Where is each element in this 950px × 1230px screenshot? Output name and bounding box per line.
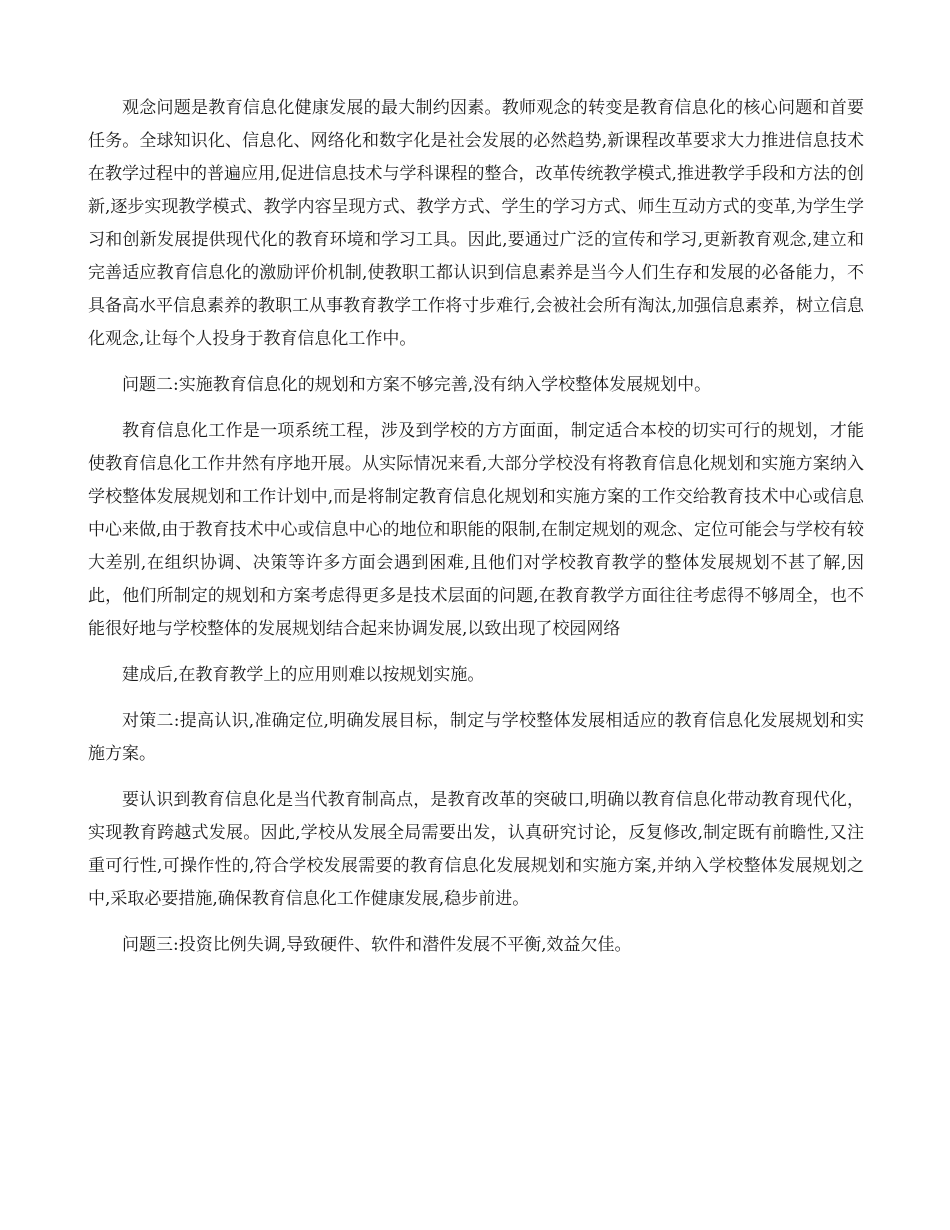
heading-problem-three: 问题三:投资比例失调,导致硬件、软件和潜件发展不平衡,效益欠佳。: [122, 935, 632, 955]
heading-strategy-two: 对策二:提高认识,准确定位,明确发展目标，制定与学校整体发展相适应的教育信息化发展规划和实施方案。: [88, 711, 864, 764]
paragraph-strategy-two-detail: 要认识到教育信息化是当代教育制高点，是教育改革的突破口,明确以教育信息化带动教育现代化，实现教育跨越式发展。因此,学校从发展全局需要出发，认真研究讨论，反复修改,制定既有前瞻性,又注重可行性,可操作性的,符合学校发展需要的教育信息化发展规划和实施方案,并纳入学校整体发展规划之中,采取必要措施,确保教育信息化工作健康发展,稳步前进。: [88, 790, 864, 909]
paragraph-campus-network-continuation: 建成后,在教育教学上的应用则难以按规划实施。: [122, 665, 485, 685]
paragraph-planning-problem: 教育信息化工作是一项系统工程，涉及到学校的方方面面，制定适合本校的切实可行的规划，才能使教育信息化工作井然有序地开展。从实际情况来看,大部分学校没有将教育信息化规划和实施方案纳入学校整体发展规划和工作计划中,而是将制定教育信息化规划和实施方案的工作交给教育技术中心或信息中心来做,由于教育技术中心或信息中心的地位和职能的限制,在制定规划的观念、定位可能会与学校有较大差别,在组织协调、决策等许多方面会遇到困难,且他们对学校教育教学的整体发展规划不甚了解,因此，他们所制定的规划和方案考虑得更多是技术层面的问题,在教育教学方面往往考虑得不够周全，也不能很好地与学校整体的发展规划结合起来协调发展,以致出现了校园网络: [88, 421, 864, 639]
heading-problem-two: 问题二:实施教育信息化的规划和方案不够完善,没有纳入学校整体发展规划中。: [122, 375, 712, 395]
paragraph-concept-problem: 观念问题是教育信息化健康发展的最大制约因素。教师观念的转变是教育信息化的核心问题和首要任务。全球知识化、信息化、网络化和数字化是社会发展的必然趋势,新课程改革要求大力推进信息技术在教学过程中的普遍应用,促进信息技术与学科课程的整合，改革传统教学模式,推进教学手段和方法的创新,逐步实现教学模式、教学内容呈现方式、教学方式、学生的学习方式、师生互动方式的变革,为学生学习和创新发展提供现代化的教育环境和学习工具。因此,要通过广泛的宣传和学习,更新教育观念,建立和完善适应教育信息化的激励评价机制,使教职工都认识到信息素养是当今人们生存和发展的必备能力，不具备高水平信息素养的教职工从事教育教学工作将寸步难行,会被社会所有淘汰,加强信息素养，树立信息化观念,让每个人投身于教育信息化工作中。: [88, 98, 864, 349]
